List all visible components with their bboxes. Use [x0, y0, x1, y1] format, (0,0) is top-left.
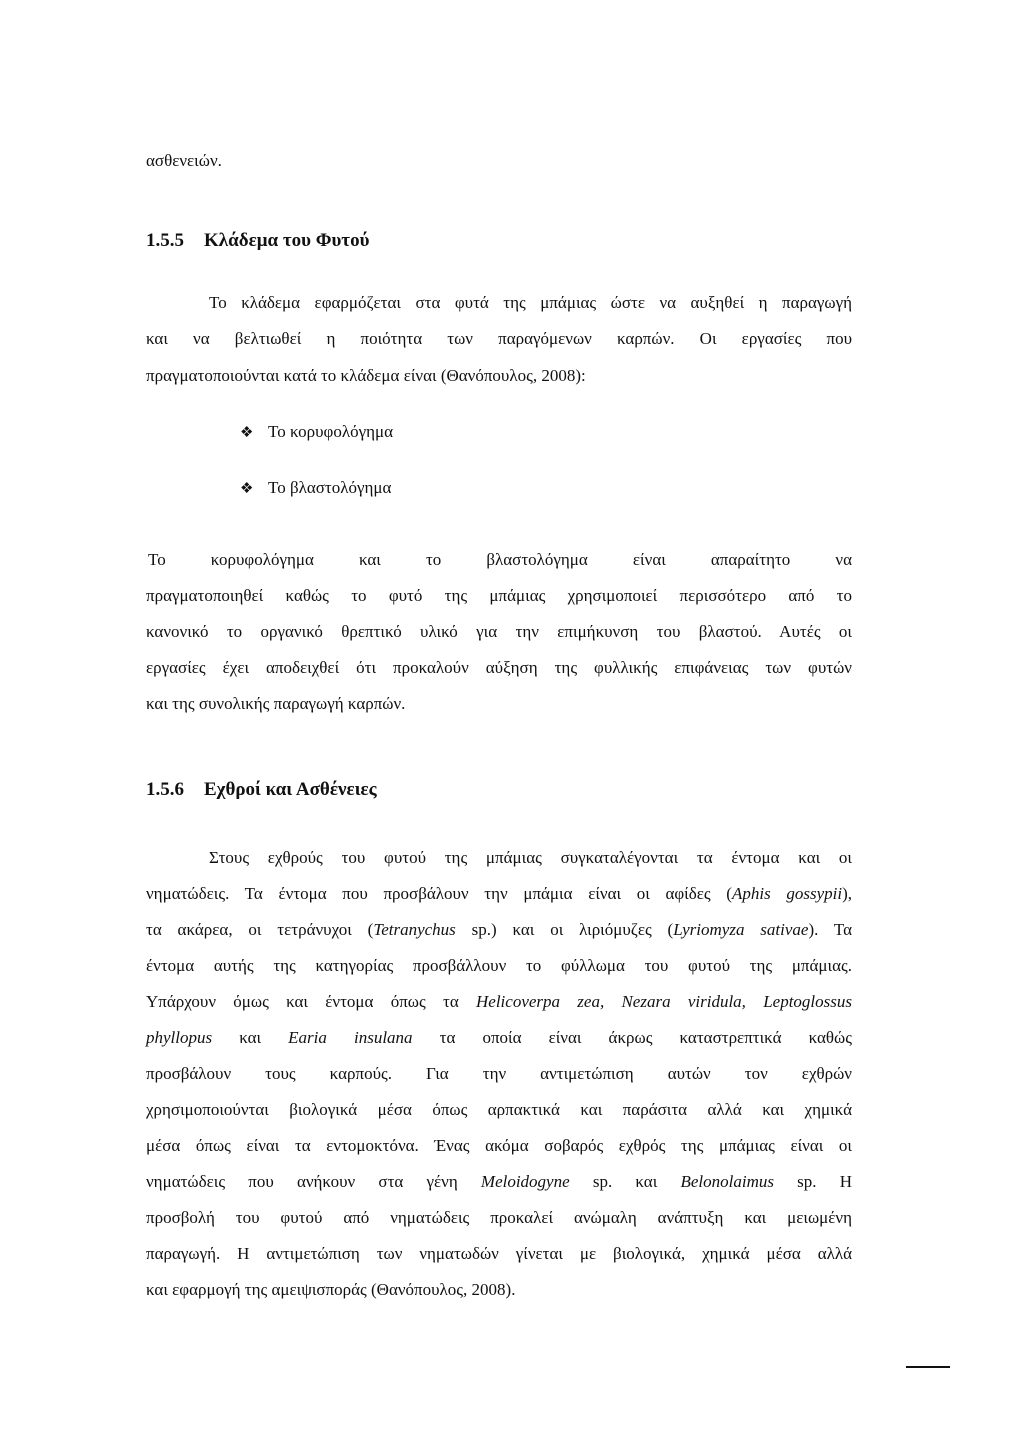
section-heading-1-5-6: [146, 778, 377, 802]
diamond-bullet-icon: ❖: [240, 481, 254, 497]
paragraph-line: μέσα όπως είναι τα εντομοκτόνα. Ένας ακόμα σοβαρός εχθρός της μπάμιας είναι οι: [146, 1136, 852, 1155]
paragraph-line: Το κλάδεμα εφαρμόζεται στα φυτά της μπάμιας ώστε να αυξηθεί η παραγωγή: [209, 293, 852, 312]
paragraph-line: [146, 919, 852, 941]
paragraph-line: πραγματοποιηθεί καθώς το φυτό της μπάμιας χρησιμοποιεί περισσότερο από το: [146, 586, 852, 605]
text-run: ),: [842, 884, 852, 903]
species-name: Earia insulana: [288, 1028, 413, 1047]
paragraph-line: [146, 1027, 852, 1049]
species-name: Belonolaimus: [680, 1172, 774, 1191]
species-name: Aphis gossypii: [731, 884, 843, 903]
section-title: Εχθροί και Ασθένειες: [204, 779, 377, 800]
paragraph-line: και να βελτιωθεί η ποιότητα των παραγόμενων καρπών. Οι εργασίες που: [146, 329, 852, 348]
species-name: Tetranychus: [373, 920, 456, 939]
paragraph-line: [146, 991, 852, 1013]
paragraph-line: κανονικό το οργανικό θρεπτικό υλικό για την επιμήκυνση του βλαστού. Αυτές οι: [146, 622, 852, 641]
paragraph-line: χρησιμοποιούνται βιολογικά μέσα όπως αρπακτικά και παράσιτα αλλά και χημικά: [146, 1100, 852, 1119]
text-run: νηματώδεις. Τα έντομα που προσβάλουν την μπάμια είναι οι αφίδες (: [146, 884, 732, 903]
list-item-label: Το κορυφολόγημα: [268, 422, 394, 441]
list-item-label: Το βλαστολόγημα: [268, 478, 392, 497]
paragraph-line: πραγματοποιούνται κατά το κλάδεμα είναι (Θανόπουλος, 2008):: [146, 366, 586, 385]
paragraph-line: [146, 1171, 852, 1193]
list-item: [240, 421, 393, 444]
text-run: ). Τα: [808, 920, 852, 939]
footer-rule: [906, 1366, 950, 1368]
text-run: sp. Η: [773, 1172, 852, 1191]
text-run: και: [212, 1028, 289, 1047]
paragraph-line: παραγωγή. Η αντιμετώπιση των νηματωδών γίνεται με βιολογικά, χημικά μέσα αλλά: [146, 1244, 852, 1263]
section-title: Κλάδεμα του Φυτού: [204, 230, 370, 251]
paragraph-line: προσβολή του φυτού από νηματώδεις προκαλεί ανώμαλη ανάπτυξη και μειωμένη: [146, 1208, 852, 1227]
species-name: Lyriomyza sativae: [673, 920, 809, 939]
text-run: sp.) και οι λιριόμυζες (: [455, 920, 674, 939]
paragraph-line: και εφαρμογή της αμειψισποράς (Θανόπουλος, 2008).: [146, 1280, 516, 1299]
section-number: 1.5.5: [146, 230, 184, 251]
species-name: Meloidogyne: [480, 1172, 570, 1191]
paragraph-line: Στους εχθρούς του φυτού της μπάμιας συγκαταλέγονται τα έντομα και οι: [209, 848, 852, 867]
paragraph-line: και της συνολικής παραγωγή καρπών.: [146, 694, 406, 713]
list-item: [240, 477, 391, 500]
diamond-bullet-icon: ❖: [240, 425, 254, 441]
paragraph-line: έντομα αυτής της κατηγορίας προσβάλλουν το φύλλωμα του φυτού της μπάμιας.: [146, 956, 852, 975]
text-run: Υπάρχουν όμως και έντομα όπως τα: [146, 992, 476, 1011]
section-heading-1-5-5: [146, 229, 369, 253]
species-name: phyllopus: [146, 1028, 213, 1047]
text-run: sp. και: [569, 1172, 681, 1191]
text-run: νηματώδεις που ανήκουν στα γένη: [146, 1172, 481, 1191]
species-name: Helicoverpa zea, Nezara viridula, Leptoglossus: [476, 992, 852, 1011]
text-run: τα οποία είναι άκρως καταστρεπτικά καθώς: [412, 1028, 852, 1047]
paragraph-line: Το κορυφολόγημα και το βλαστολόγημα είναι απαραίτητο να: [148, 550, 852, 569]
paragraph-line: εργασίες έχει αποδειχθεί ότι προκαλούν αύξηση της φυλλικής επιφάνειας των φυτών: [146, 658, 852, 677]
section-number: 1.5.6: [146, 779, 184, 800]
paragraph-line: προσβάλουν τους καρπούς. Για την αντιμετώπιση αυτών τον εχθρών: [146, 1064, 852, 1083]
text-run: τα ακάρεα, οι τετράνυχοι (: [146, 920, 374, 939]
top-fragment: ασθενειών.: [146, 151, 222, 170]
paragraph-line: [146, 883, 852, 905]
